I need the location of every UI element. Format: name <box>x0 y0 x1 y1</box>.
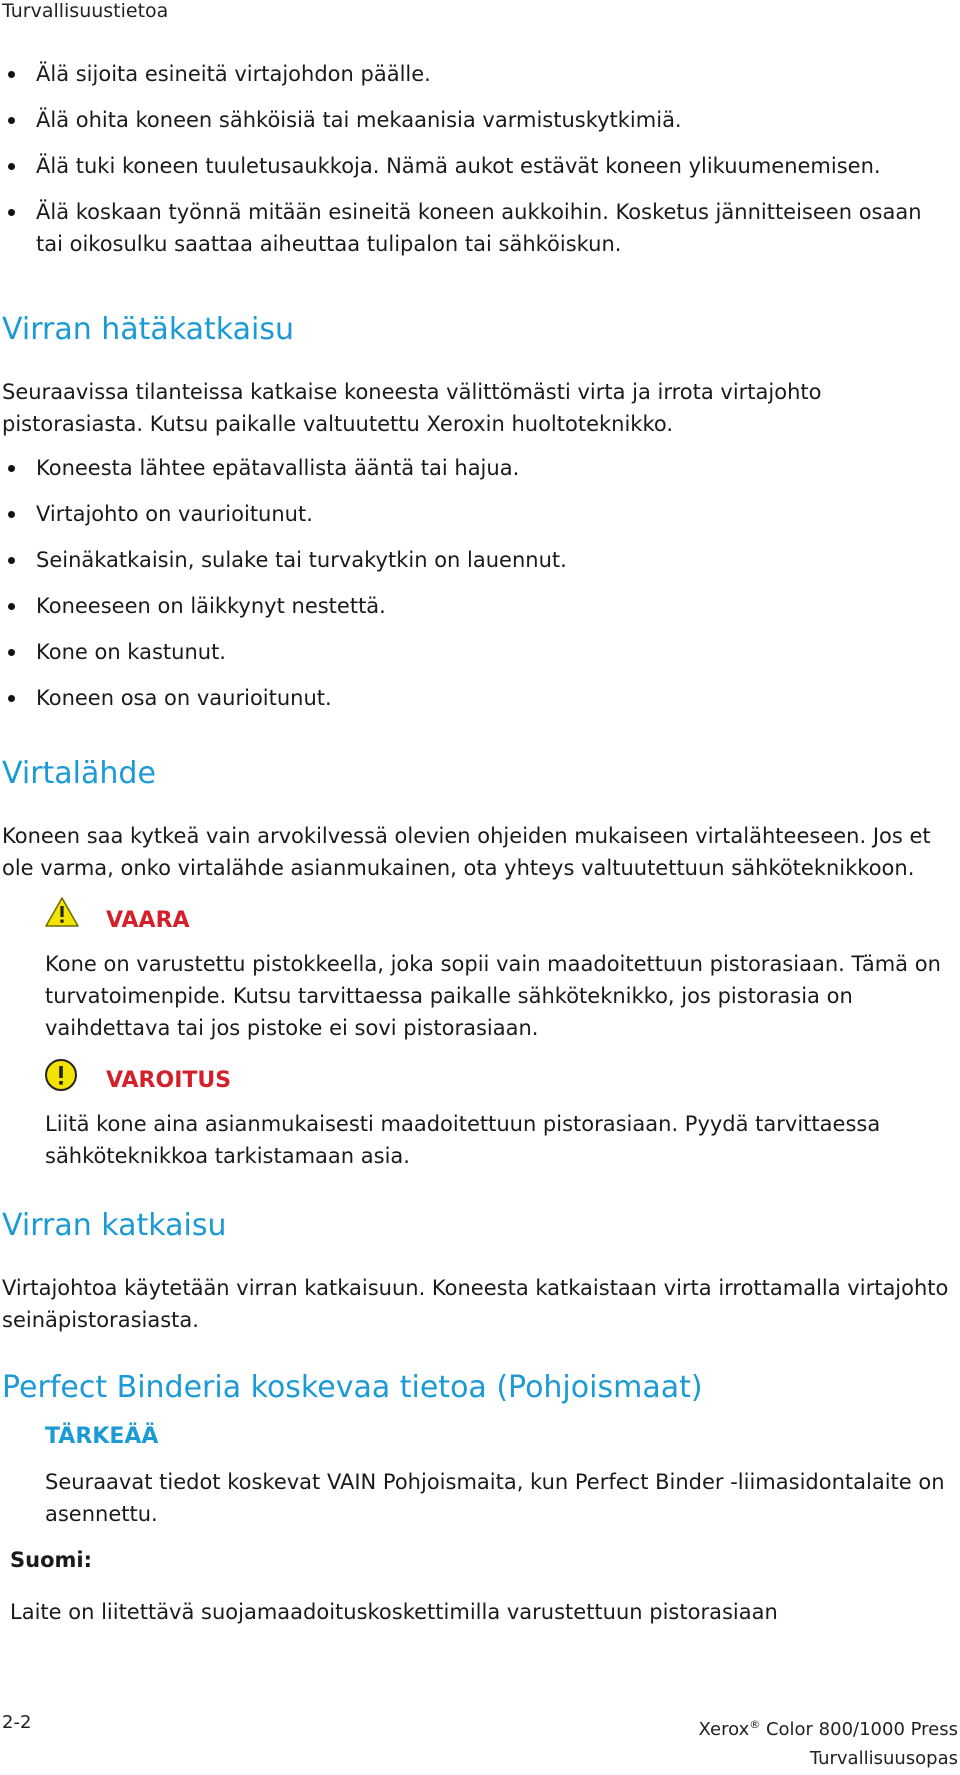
list-item: Koneesta lähtee epätavallista ääntä tai hajua. <box>0 452 955 484</box>
power-source-paragraph: Koneen saa kytkeä vain arvokilvessä olevien ohjeiden mukaiseen virtalähteeseen. Jos et ole varma, onko virtalähde asianmukainen, ota yhteys valtuutettuun sähköteknikkoon. <box>2 824 931 880</box>
list-item: Koneen osa on vaurioitunut. <box>0 682 955 714</box>
list-item: Virtajohto on vaurioitunut. <box>0 498 955 530</box>
warning-triangle-icon <box>44 896 80 932</box>
important-paragraph: Seuraavat tiedot koskevat VAIN Pohjoismaita, kun Perfect Binder -liimasidontalaite on asennettu. <box>45 1470 945 1526</box>
section-heading-power-source: Virtalähde <box>2 756 156 791</box>
list-item: Älä sijoita esineitä virtajohdon päälle. <box>0 58 955 90</box>
caution-paragraph: Liitä kone aina asianmukaisesti maadoitettuun pistorasiaan. Pyydä tarvittaessa sähköteknikkoa tarkistamaan asia. <box>45 1112 881 1168</box>
registered-mark: ® <box>749 1718 761 1731</box>
list-item: Älä koskaan työnnä mitään esineitä koneen aukkoihin. Kosketus jännitteiseen osaan tai oikosulku saattaa aiheuttaa tulipalon tai sähköiskun. <box>0 196 955 260</box>
footer-brand: Xerox <box>698 1719 750 1740</box>
important-label: TÄRKEÄÄ <box>45 1424 159 1449</box>
danger-paragraph: Kone on varustettu pistokkeella, joka sopii vain maadoitettuun pistorasiaan. Tämä on turvatoimenpide. Kutsu tarvittaessa paikalle sähköteknikko, jos pistorasia on vaihdettava tai jos pistoke ei sovi pistorasiaan. <box>45 952 941 1040</box>
section-heading-disconnect: Virran katkaisu <box>2 1208 227 1243</box>
footer-guide-title: Turvallisuusopas <box>809 1748 958 1769</box>
country-paragraph: Laite on liitettävä suojamaadoituskoskettimilla varustettuun pistorasiaan <box>10 1600 778 1624</box>
caution-label: VAROITUS <box>106 1068 232 1093</box>
exclamation-circle-icon <box>44 1058 78 1096</box>
list-item: Kone on kastunut. <box>0 636 955 668</box>
list-item: Älä tuki koneen tuuletusaukkoja. Nämä aukot estävät koneen ylikuumenemisen. <box>0 150 955 182</box>
list-item: Koneeseen on läikkynyt nestettä. <box>0 590 955 622</box>
danger-label: VAARA <box>106 908 190 933</box>
list-item: Älä ohita koneen sähköisiä tai mekaanisia varmistuskytkimiä. <box>0 104 955 136</box>
emergency-paragraph: Seuraavissa tilanteissa katkaise koneesta välittömästi virta ja irrota virtajohto pistorasiasta. Kutsu paikalle valtuutettu Xeroxin huoltoteknikko. <box>2 380 822 436</box>
disconnect-paragraph: Virtajohtoa käytetään virran katkaisuun. Koneesta katkaistaan virta irrottamalla virtajohto seinäpistorasiasta. <box>2 1276 949 1332</box>
running-header: Turvallisuustietoa <box>2 0 169 22</box>
footer-product-name: Color 800/1000 Press <box>760 1719 958 1740</box>
list-item: Seinäkatkaisin, sulake tai turvakytkin on lauennut. <box>0 544 955 576</box>
emergency-bullet-list <box>0 452 955 714</box>
section-heading-binder: Perfect Binderia koskevaa tietoa (Pohjoismaat) <box>2 1370 703 1405</box>
country-label: Suomi: <box>10 1548 92 1572</box>
page-number: 2-2 <box>2 1712 32 1733</box>
footer-product <box>699 1710 958 1773</box>
intro-bullet-list <box>0 58 955 260</box>
section-heading-emergency: Virran hätäkatkaisu <box>2 312 295 347</box>
